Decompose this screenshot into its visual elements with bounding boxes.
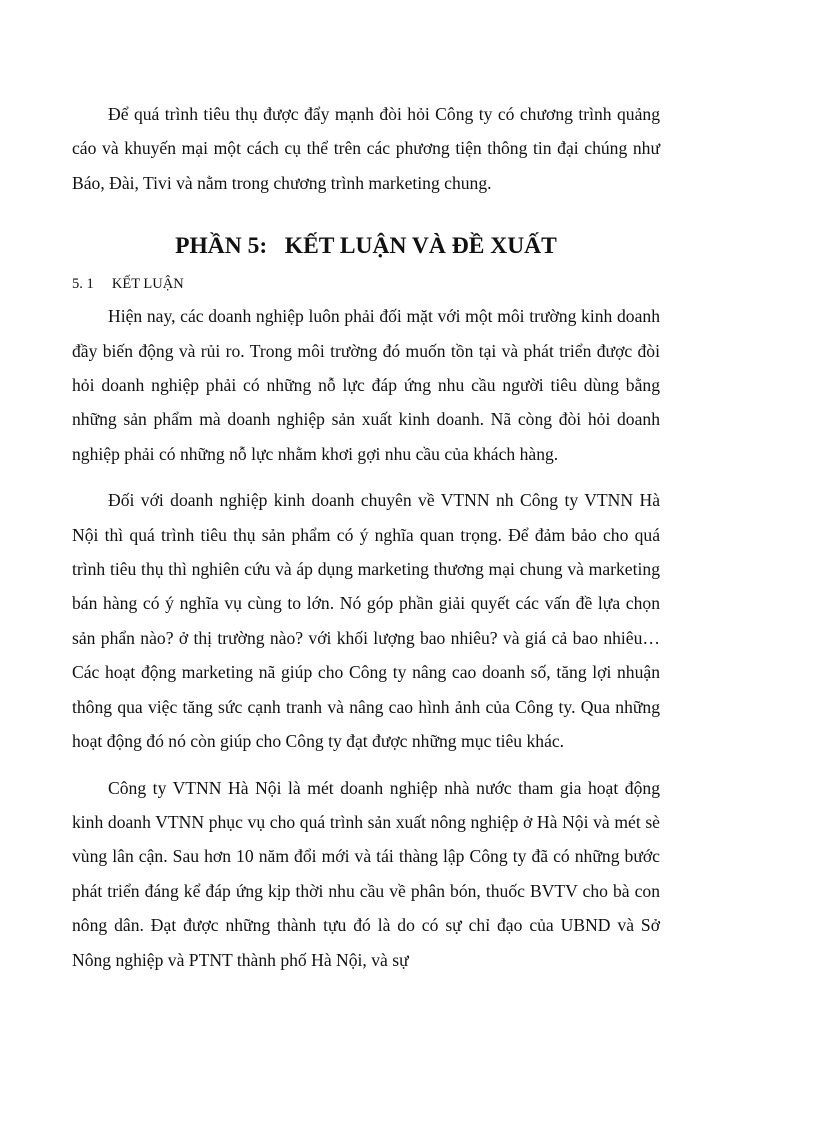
document-page [72, 97, 660, 977]
body-paragraph-1: Hiện nay, các doanh nghiệp luôn phải đối mặt với một môi trường kinh doanh đầy biến động và rủi ro. Trong môi trường đó muốn tồn tại và phát triển được đòi hỏi doanh nghiệp phải có những nỗ lực đáp ứng nhu cầu người tiêu dùng bằng những sản phẩm mà doanh nghiệp sản xuất kinh doanh. Nã còng đòi hỏi doanh nghiệp phải có những nỗ lực nhằm khơi gợi nhu cầu của khách hàng. [72, 306, 660, 464]
intro-paragraph: Để quá trình tiêu thụ được đẩy mạnh đòi hỏi Công ty có chương trình quảng cáo và khuyến mại một cách cụ thể trên các phương tiện thông tin đại chúng như Báo, Đài, Tivi và nằm trong chương trình marketing chung. [72, 104, 660, 193]
body-paragraph-3: Công ty VTNN Hà Nội là mét doanh nghiệp nhà nước tham gia hoạt động kinh doanh VTNN phục vụ cho quá trình sản xuất nông nghiệp ở Hà Nội và mét sè vùng lân cận. Sau hơn 10 năm đổi mới và tái thàng lập Công ty đã có những bước phát triển đáng kể đáp ứng kịp thời nhu cầu về phân bón, thuốc BVTV cho bà con nông dân. Đạt được những thành tựu đó là do có sự chỉ đạo của UBND và Sở Nông nghiệp và PTNT thành phố Hà Nội, và sự [72, 777, 660, 970]
section-heading: PHẦN 5: KẾT LUẬN VÀ ĐỀ XUẤT [175, 233, 557, 260]
body-paragraph-2: Đối với doanh nghiệp kinh doanh chuyên về VTNN nh Công ty VTNN Hà Nội thì quá trình tiêu thụ sản phẩm có ý nghĩa quan trọng. Để đảm bảo cho quá trình tiêu thụ thì nghiên cứu và áp dụng marketing thương mại chung và marketing bán hàng có ý nghĩa vụ cùng to lớn. Nó góp phần giải quyết các vấn đề lựa chọn sản phẩn nào? ở thị trường nào? với khối lượng bao nhiêu? và giá cả bao nhiêu…Các hoạt động marketing nã giúp cho Công ty nâng cao doanh số, tăng lợi nhuận thông qua việc tăng sức cạnh tranh và nâng cao hình ảnh của Công ty. Qua những hoạt động đó nó còn giúp cho Công ty đạt được những mục tiêu khác. [72, 490, 660, 752]
subsection-heading: 5. 1 KẾT LUẬN [72, 276, 184, 293]
